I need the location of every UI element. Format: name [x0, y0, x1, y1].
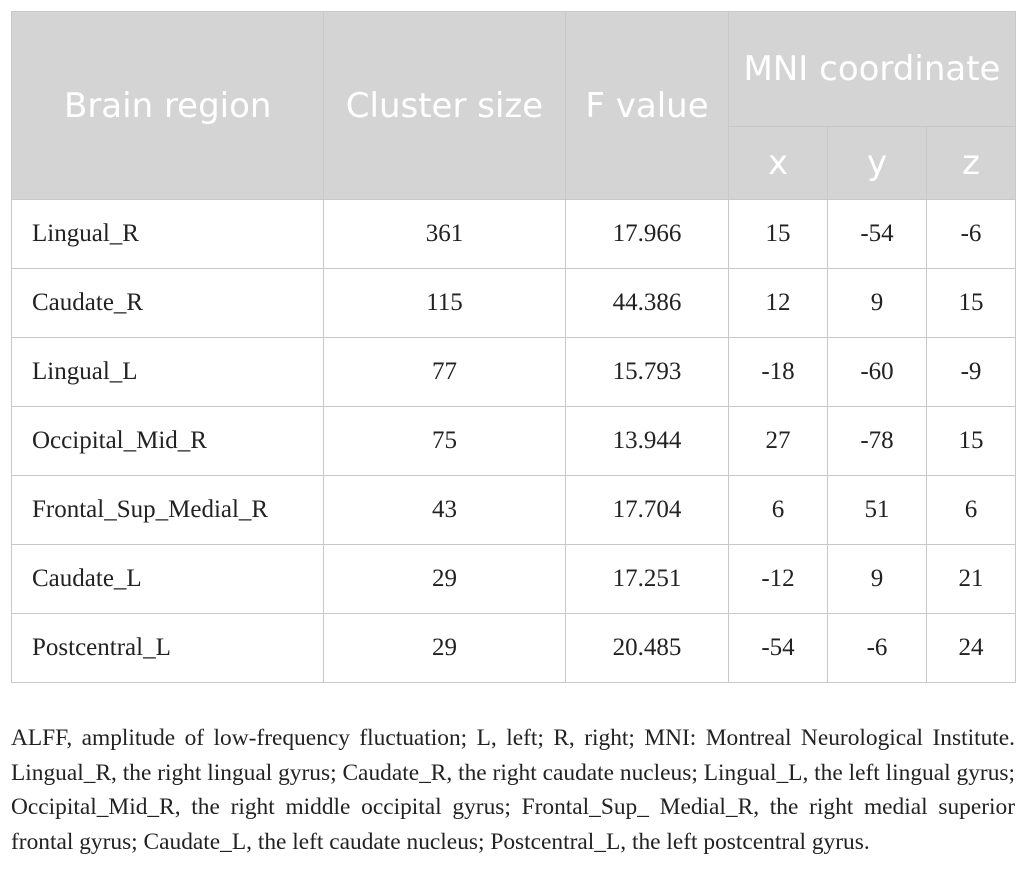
cell-y: 9 [828, 545, 927, 614]
table-row [12, 545, 1016, 614]
cell-region: Postcentral_L [12, 614, 324, 683]
cell-f-value: 13.944 [566, 407, 729, 476]
cell-z: 21 [927, 545, 1016, 614]
cell-x: -12 [729, 545, 828, 614]
cell-region: Occipital_Mid_R [12, 407, 324, 476]
cell-z: 24 [927, 614, 1016, 683]
cell-y: 51 [828, 476, 927, 545]
header-y: y [828, 127, 927, 200]
cell-x: -54 [729, 614, 828, 683]
cell-z: -9 [927, 338, 1016, 407]
cell-z: 6 [927, 476, 1016, 545]
cell-x: 15 [729, 200, 828, 269]
cell-cluster-size: 29 [324, 614, 566, 683]
results-table [11, 11, 1016, 683]
table-row [12, 476, 1016, 545]
cell-f-value: 44.386 [566, 269, 729, 338]
cell-cluster-size: 29 [324, 545, 566, 614]
cell-y: 9 [828, 269, 927, 338]
cell-y: -78 [828, 407, 927, 476]
cell-region: Caudate_R [12, 269, 324, 338]
table-row [12, 338, 1016, 407]
cell-cluster-size: 361 [324, 200, 566, 269]
cell-region: Lingual_R [12, 200, 324, 269]
cell-cluster-size: 115 [324, 269, 566, 338]
cell-x: 6 [729, 476, 828, 545]
cell-x: -18 [729, 338, 828, 407]
header-cluster-size: Cluster size [324, 12, 566, 200]
table-header [12, 12, 1016, 200]
cell-y: -60 [828, 338, 927, 407]
table-row [12, 614, 1016, 683]
table-row [12, 269, 1016, 338]
cell-region: Caudate_L [12, 545, 324, 614]
header-mni-coordinate: MNI coordinate [729, 12, 1016, 127]
cell-z: 15 [927, 407, 1016, 476]
header-z: z [927, 127, 1016, 200]
table-row [12, 407, 1016, 476]
cell-cluster-size: 77 [324, 338, 566, 407]
header-f-value: F value [566, 12, 729, 200]
cell-z: -6 [927, 200, 1016, 269]
cell-f-value: 20.485 [566, 614, 729, 683]
cell-y: -6 [828, 614, 927, 683]
header-brain-region: Brain region [12, 12, 324, 200]
cell-f-value: 17.251 [566, 545, 729, 614]
table-row [12, 200, 1016, 269]
cell-x: 27 [729, 407, 828, 476]
cell-region: Lingual_L [12, 338, 324, 407]
cell-cluster-size: 75 [324, 407, 566, 476]
cell-z: 15 [927, 269, 1016, 338]
cell-f-value: 15.793 [566, 338, 729, 407]
table-body [12, 200, 1016, 683]
cell-y: -54 [828, 200, 927, 269]
cell-f-value: 17.704 [566, 476, 729, 545]
cell-region: Frontal_Sup_Medial_R [12, 476, 324, 545]
results-table-container [11, 11, 1015, 683]
cell-cluster-size: 43 [324, 476, 566, 545]
table-footnote: ALFF, amplitude of low-frequency fluctuation; L, left; R, right; MNI: Montreal Neurological Institute. Lingual_R, the right lingual gyrus; Caudate_R, the right caudate nucleus; Lingual_L, the left lingual gyrus; Occipital_Mid_R, the right middle occipital gyrus; Frontal_Sup_ Medial_R, the right medial superior frontal gyrus; Caudate_L, the left caudate nucleus; Postcentral_L, the left postcentral gyrus. [11, 725, 1015, 855]
header-x: x [729, 127, 828, 200]
cell-f-value: 17.966 [566, 200, 729, 269]
cell-x: 12 [729, 269, 828, 338]
